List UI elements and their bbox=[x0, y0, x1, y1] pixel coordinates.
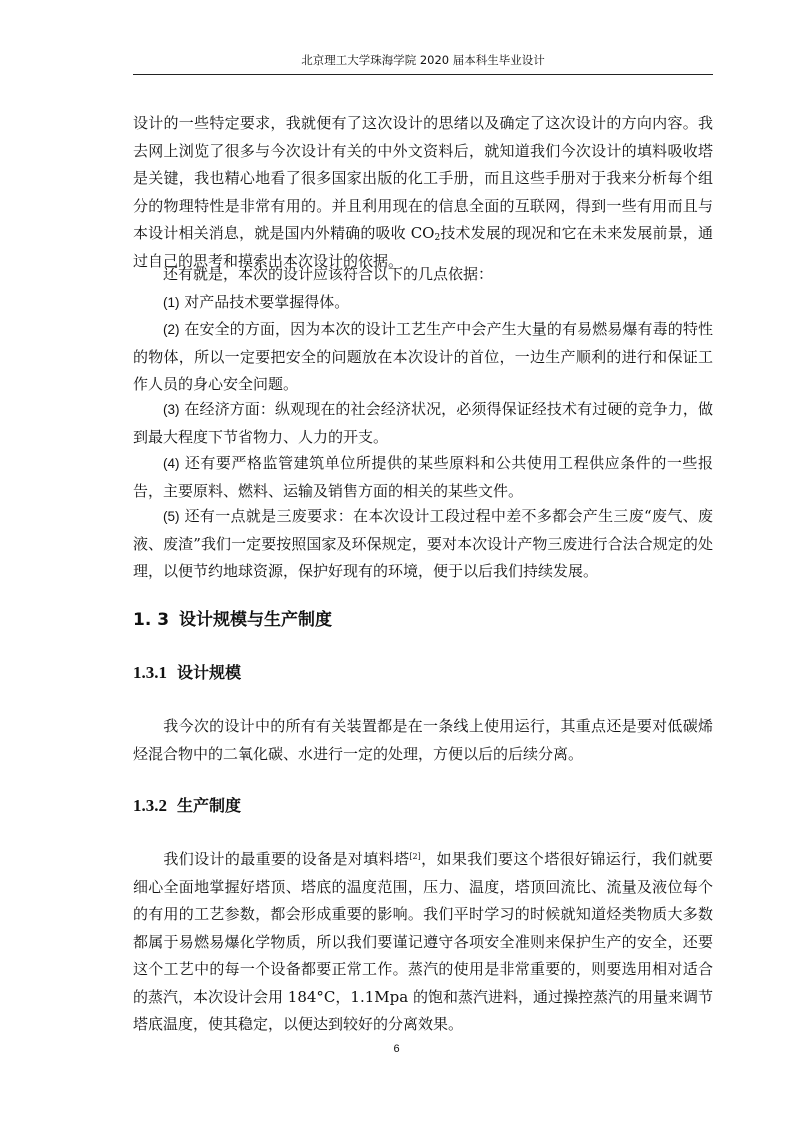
basis-intro-text: 还有就是，本次的设计应该符合以下的几点依据： bbox=[163, 265, 494, 283]
list-item-text: 在经济方面：纵观现在的社会经济状况，必须得保证经技术有过硬的竞争力，做到最大程度下节省物力、人力的开支。 bbox=[133, 400, 713, 446]
list-item-text: 在安全的方面，因为本次的设计工艺生产中会产生大量的有易燃易爆有毒的特性的物体，所以一定要把安全的问题放在本次设计的首位，一边生产顺利的进行和保证工作人员的身心安全问题。 bbox=[133, 320, 713, 393]
list-item-1 bbox=[133, 289, 713, 317]
basis-intro bbox=[133, 261, 713, 289]
co2-subscript: 2 bbox=[434, 233, 441, 243]
section-title: 设计规模与生产制度 bbox=[179, 610, 333, 630]
intro-text-2: 技术发展的现况和它在未来发展前景，通过自己的思考和摸索出本次设计的依据。 bbox=[133, 224, 713, 270]
list-item-5 bbox=[133, 503, 713, 586]
list-item-2 bbox=[133, 316, 713, 399]
subsection-number: 1.3.1 bbox=[133, 663, 167, 682]
production-text-a: 我们设计的最重要的设备是对填料塔 bbox=[163, 850, 410, 868]
section-heading-1-3 bbox=[133, 605, 713, 630]
subsection-number: 1.3.2 bbox=[133, 796, 167, 815]
subsection-heading-1-3-1 bbox=[133, 660, 713, 683]
list-item-4 bbox=[133, 450, 713, 505]
running-header: 北京理工大学珠海学院 2020 届本科生毕业设计 bbox=[301, 53, 545, 67]
list-item-number: (2) bbox=[163, 322, 180, 337]
design-scale-paragraph bbox=[133, 713, 713, 768]
intro-text-1: 设计的一些特定要求，我就便有了这次设计的思绪以及确定了这次设计的方向内容。我去网上浏览了很多与今次设计有关的中外文资料后，就知道我们今次设计的填料吸收塔是关键，我也精心地看了很多国家出版的化工手册，而且这些手册对于我来分析每个组分的物理特性是非常有用的。并且利用现在的信息全面的互联网，得到一些有用而且与本设计相关消息，就是国内外精确的吸收 CO bbox=[133, 114, 713, 242]
list-item-text: 还有一点就是三废要求：在本次设计工段过程中差不多都会产生三废“废气、废液、废渣”我们一定要按照国家及环保规定，要对本次设计产物三废进行合法合规定的处理，以便节约地球资源，保护好现有的环境，便于以后我们持续发展。 bbox=[133, 507, 713, 580]
intro-paragraph bbox=[133, 110, 713, 275]
subsection-title: 设计规模 bbox=[177, 663, 242, 682]
page-number: 6 bbox=[393, 1043, 400, 1055]
list-item-text: 对产品技术要掌握得体。 bbox=[184, 293, 350, 311]
header-rule bbox=[133, 74, 713, 75]
list-item-text: 还有要严格监管建筑单位所提供的某些原料和公共使用工程供应条件的一些报告，主要原料、燃料、运输及销售方面的相关的某些文件。 bbox=[133, 454, 713, 500]
list-item-3 bbox=[133, 396, 713, 451]
citation-ref[interactable]: [2] bbox=[409, 852, 421, 861]
list-item-number: (3) bbox=[163, 402, 180, 417]
subsection-title: 生产制度 bbox=[177, 796, 242, 815]
list-item-number: (1) bbox=[163, 295, 180, 310]
production-text-b: ，如果我们要这个塔很好锦运行，我们就要细心全面地掌握好塔顶、塔底的温度范围，压力、温度，塔顶回流比、流量及液位每个的有用的工艺参数，都会形成重要的影响。我们平时学习的时候就知道烃类物质大多数都属于易燃易爆化学物质，所以我们要谨记遵守各项安全准则来保护生产的安全，还要这个工艺中的每一个设备都要正常工作。蒸汽的使用是非常重要的，则要选用相对适合的蒸汽，本次设计会用 184°C，1.1Mpa 的饱和蒸汽进料，通过操控蒸汽的用量来调节塔底温度，使其稳定，以便达到较好的分离效果。 bbox=[133, 850, 713, 1033]
list-item-number: (4) bbox=[163, 456, 180, 471]
section-number: 1. 3 bbox=[133, 610, 170, 630]
subsection-heading-1-3-2 bbox=[133, 793, 713, 816]
production-system-paragraph bbox=[133, 846, 713, 1039]
design-scale-text: 我今次的设计中的所有有关装置都是在一条线上使用运行，其重点还是要对低碳烯烃混合物中的二氧化碳、水进行一定的处理，方便以后的后续分离。 bbox=[133, 717, 713, 763]
list-item-number: (5) bbox=[163, 509, 180, 524]
